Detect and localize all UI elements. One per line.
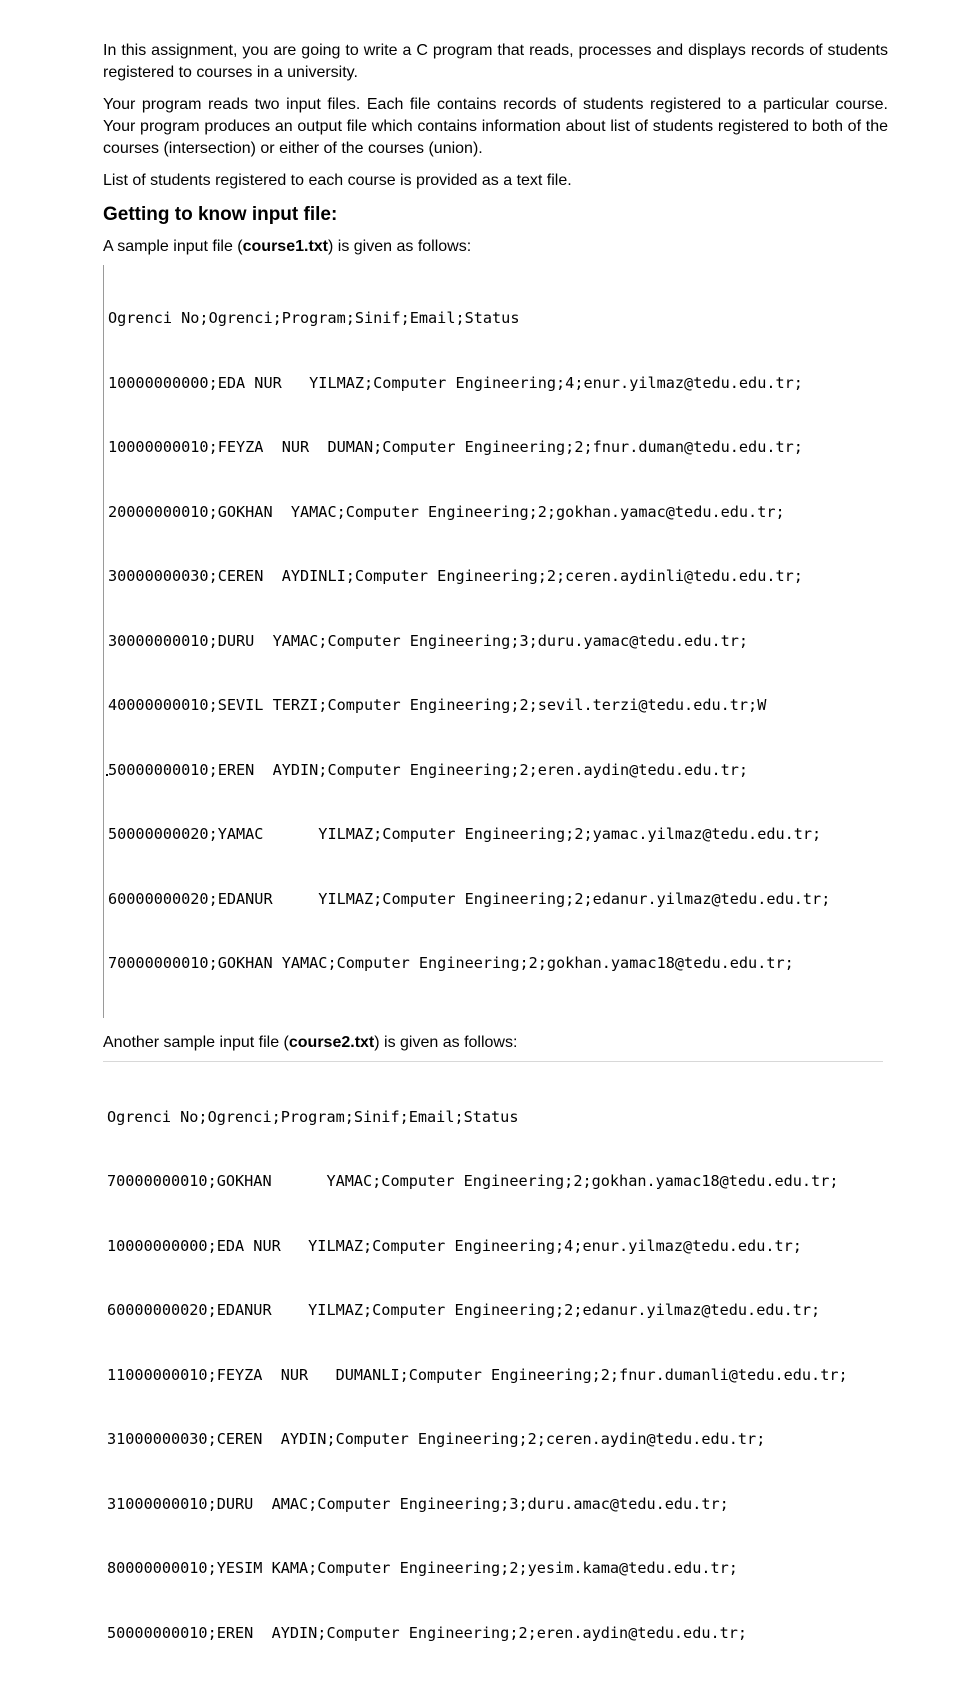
code-line: 50000000010;EREN AYDIN;Computer Engineering;2;eren.aydin@tedu.edu.tr;: [108, 760, 888, 782]
stray-dot-mark: [106, 774, 108, 776]
sample2-intro-after: ) is given as follows:: [374, 1034, 517, 1051]
section-heading: Getting to know input file:: [103, 202, 888, 228]
code-line: 60000000020;EDANUR YILMAZ;Computer Engineering;2;edanur.yilmaz@tedu.edu.tr;: [107, 1300, 883, 1322]
code-line: Ogrenci No;Ogrenci;Program;Sinif;Email;Status: [108, 308, 888, 330]
sample1-code-block: [103, 265, 888, 1018]
sample2-code-block: [103, 1061, 883, 1687]
sample2-intro-before: Another sample input file (: [103, 1034, 289, 1051]
sample1-file-name: course1.txt: [243, 238, 328, 255]
code-line: 10000000010;FEYZA NUR DUMAN;Computer Engineering;2;fnur.duman@tedu.edu.tr;: [108, 437, 888, 459]
code-line: 40000000010;SEVIL TERZI;Computer Engineering;2;sevil.terzi@tedu.edu.tr;W: [108, 695, 888, 717]
code-line: 30000000030;CEREN AYDINLI;Computer Engineering;2;ceren.aydinli@tedu.edu.tr;: [108, 566, 888, 588]
code-line: 60000000020;EDANUR YILMAZ;Computer Engineering;2;edanur.yilmaz@tedu.edu.tr;: [108, 889, 888, 911]
sample2-intro: [103, 1032, 888, 1054]
code-line: 10000000000;EDA NUR YILMAZ;Computer Engineering;4;enur.yilmaz@tedu.edu.tr;: [107, 1236, 883, 1258]
code-line: 50000000010;EREN AYDIN;Computer Engineering;2;eren.aydin@tedu.edu.tr;: [107, 1623, 883, 1645]
code-line: 31000000010;DURU AMAC;Computer Engineering;3;duru.amac@tedu.edu.tr;: [107, 1494, 883, 1516]
paragraph-program-description: Your program reads two input files. Each file contains records of students registered to a particular course. Your program produces an output file which contains information about list of students registered to both of the courses (intersection) or either of the courses (union).: [103, 94, 888, 160]
code-line: 70000000010;GOKHAN YAMAC;Computer Engineering;2;gokhan.yamac18@tedu.edu.tr;: [108, 953, 888, 975]
paragraph-input-files: List of students registered to each course is provided as a text file.: [103, 170, 888, 192]
code-line: 10000000000;EDA NUR YILMAZ;Computer Engineering;4;enur.yilmaz@tedu.edu.tr;: [108, 373, 888, 395]
paragraph-assignment-intro: In this assignment, you are going to write a C program that reads, processes and displays records of students registered to courses in a university.: [103, 40, 888, 84]
sample1-intro: [103, 236, 888, 258]
code-line: Ogrenci No;Ogrenci;Program;Sinif;Email;Status: [107, 1107, 883, 1129]
code-line: 31000000030;CEREN AYDIN;Computer Engineering;2;ceren.aydin@tedu.edu.tr;: [107, 1429, 883, 1451]
sample2-file-name: course2.txt: [289, 1034, 374, 1051]
sample1-intro-after: ) is given as follows:: [328, 238, 471, 255]
code-line: 50000000020;YAMAC YILMAZ;Computer Engineering;2;yamac.yilmaz@tedu.edu.tr;: [108, 824, 888, 846]
sample1-intro-before: A sample input file (: [103, 238, 243, 255]
document-page: [103, 40, 888, 1687]
code-line: 70000000010;GOKHAN YAMAC;Computer Engineering;2;gokhan.yamac18@tedu.edu.tr;: [107, 1171, 883, 1193]
code-line: 30000000010;DURU YAMAC;Computer Engineering;3;duru.yamac@tedu.edu.tr;: [108, 631, 888, 653]
code-line: 20000000010;GOKHAN YAMAC;Computer Engineering;2;gokhan.yamac@tedu.edu.tr;: [108, 502, 888, 524]
code-line: 11000000010;FEYZA NUR DUMANLI;Computer Engineering;2;fnur.dumanli@tedu.edu.tr;: [107, 1365, 883, 1387]
code-line: 80000000010;YESIM KAMA;Computer Engineering;2;yesim.kama@tedu.edu.tr;: [107, 1558, 883, 1580]
